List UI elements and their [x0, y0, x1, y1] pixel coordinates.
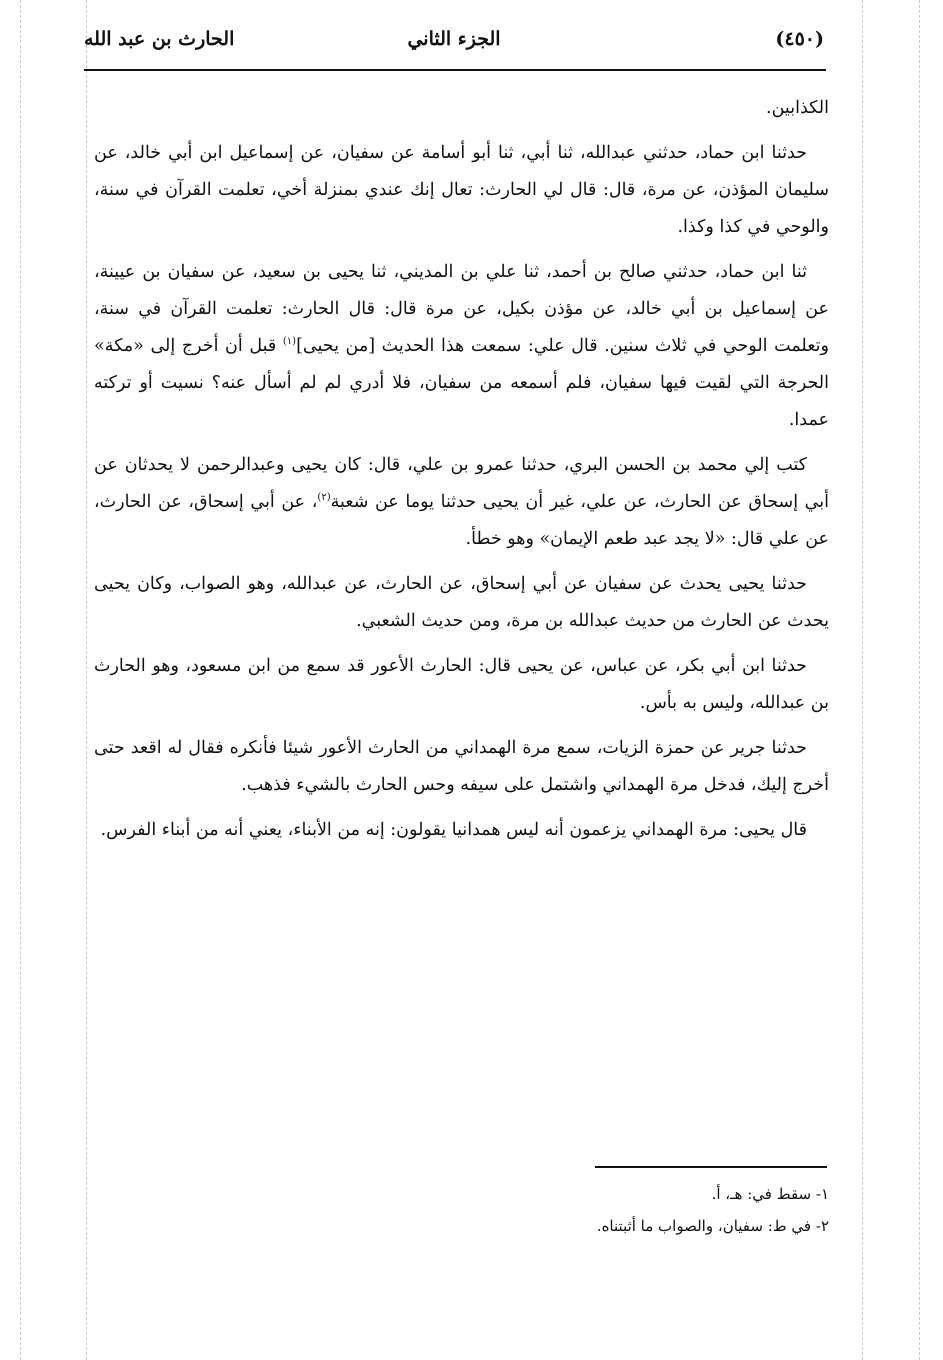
volume-part: الجزء الثاني: [407, 28, 501, 50]
paragraph-text: قبل أن أخرج إلى «مكة» الحرجة التي لقيت فيها سفيان، فلم أسمعه من سفيان، فلا أدري لم لم أسأل عنه؟ نسيت أو تركته عمدا.: [94, 336, 829, 430]
paragraph-text: ، عن أبي إسحاق، عن الحارث، عن علي قال: «لا يجد عبد طعم الإيمان» وهو خطأ.: [94, 492, 829, 549]
footnote-rule: [595, 1166, 827, 1168]
paragraph: قال يحيى: مرة الهمداني يزعمون أنه ليس همدانيا يقولون: إنه من الأبناء، يعني أنه من أبناء الفرس.: [100, 820, 807, 840]
paragraph: حدثنا جرير عن حمزة الزيات، سمع مرة الهمداني من الحارث الأعور شيئا فأنكره فقال له اقعد حتى أخرج إليك، فدخل مرة الهمداني واشتمل على سيفه وحس الحارث بالشيء فذهب.: [94, 738, 829, 795]
footnote-marker: (١): [282, 336, 297, 348]
main-text: [94, 90, 829, 1150]
running-title: الحارث بن عبد الله: [84, 28, 235, 50]
running-header: [84, 22, 824, 66]
footnote: ٢- في ط: سفيان، والصواب ما أثبتناه.: [596, 1217, 829, 1235]
header-rule: [84, 69, 826, 71]
paragraph: الكذابين.: [766, 98, 829, 118]
scan-fold-line: [86, 0, 87, 1360]
page-number: (٤٥٠): [775, 28, 824, 50]
footnote: ١- سقط في: هـ، أ.: [711, 1185, 829, 1203]
footnotes: [94, 1178, 829, 1242]
paragraph-text: كتب إلي محمد بن الحسن البري، حدثنا عمرو بن علي، قال: كان يحيى وعبدالرحمن لا يحدثان عن أبي إسحاق عن الحارث، عن علي، غير أن يحيى حدثنا يوما عن شعبة: [94, 455, 829, 512]
scan-fold-line: [20, 0, 21, 1360]
paragraph-text: ثنا ابن حماد، حدثني صالح بن أحمد، ثنا علي بن المديني، ثنا يحيى بن سعيد، عن سفيان بن عيينة، عن إسماعيل بن أبي خالد، عن مؤذن بكيل، عن مرة قال: قال الحارث: تعلمت القرآن في سنة، وتعلمت الوحي في ثلاث سنين. قال علي: سمعت هذا الحديث [من يحيى]: [94, 262, 829, 356]
paragraph: [94, 447, 829, 558]
scan-fold-line: [919, 0, 920, 1360]
footnote-marker: (٢): [317, 492, 331, 504]
paragraph: حدثنا ابن أبي بكر، عن عباس، عن يحيى قال: الحارث الأعور قد سمع من ابن مسعود، وهو الحارث بن عبدالله، وليس به بأس.: [94, 656, 829, 713]
paragraph: حدثنا ابن حماد، حدثني عبدالله، ثنا أبي، ثنا أبو أسامة عن سفيان، عن إسماعيل ابن أبي خالد، عن سليمان المؤذن، عن مرة، قال: قال لي الحارث: تعال إنك عندي بمنزلة أخي، تعلمت القرآن في سنة، والوحي في كذا وكذا.: [94, 143, 829, 237]
scan-fold-line: [862, 0, 863, 1360]
paragraph: [94, 254, 829, 439]
paragraph: حدثنا يحيى يحدث عن سفيان عن أبي إسحاق، عن الحارث، عن عبدالله، وهو الصواب، وكان يحيى يحدث عن الحارث من حديث عبدالله بن مرة، ومن حديث الشعبي.: [94, 574, 829, 631]
